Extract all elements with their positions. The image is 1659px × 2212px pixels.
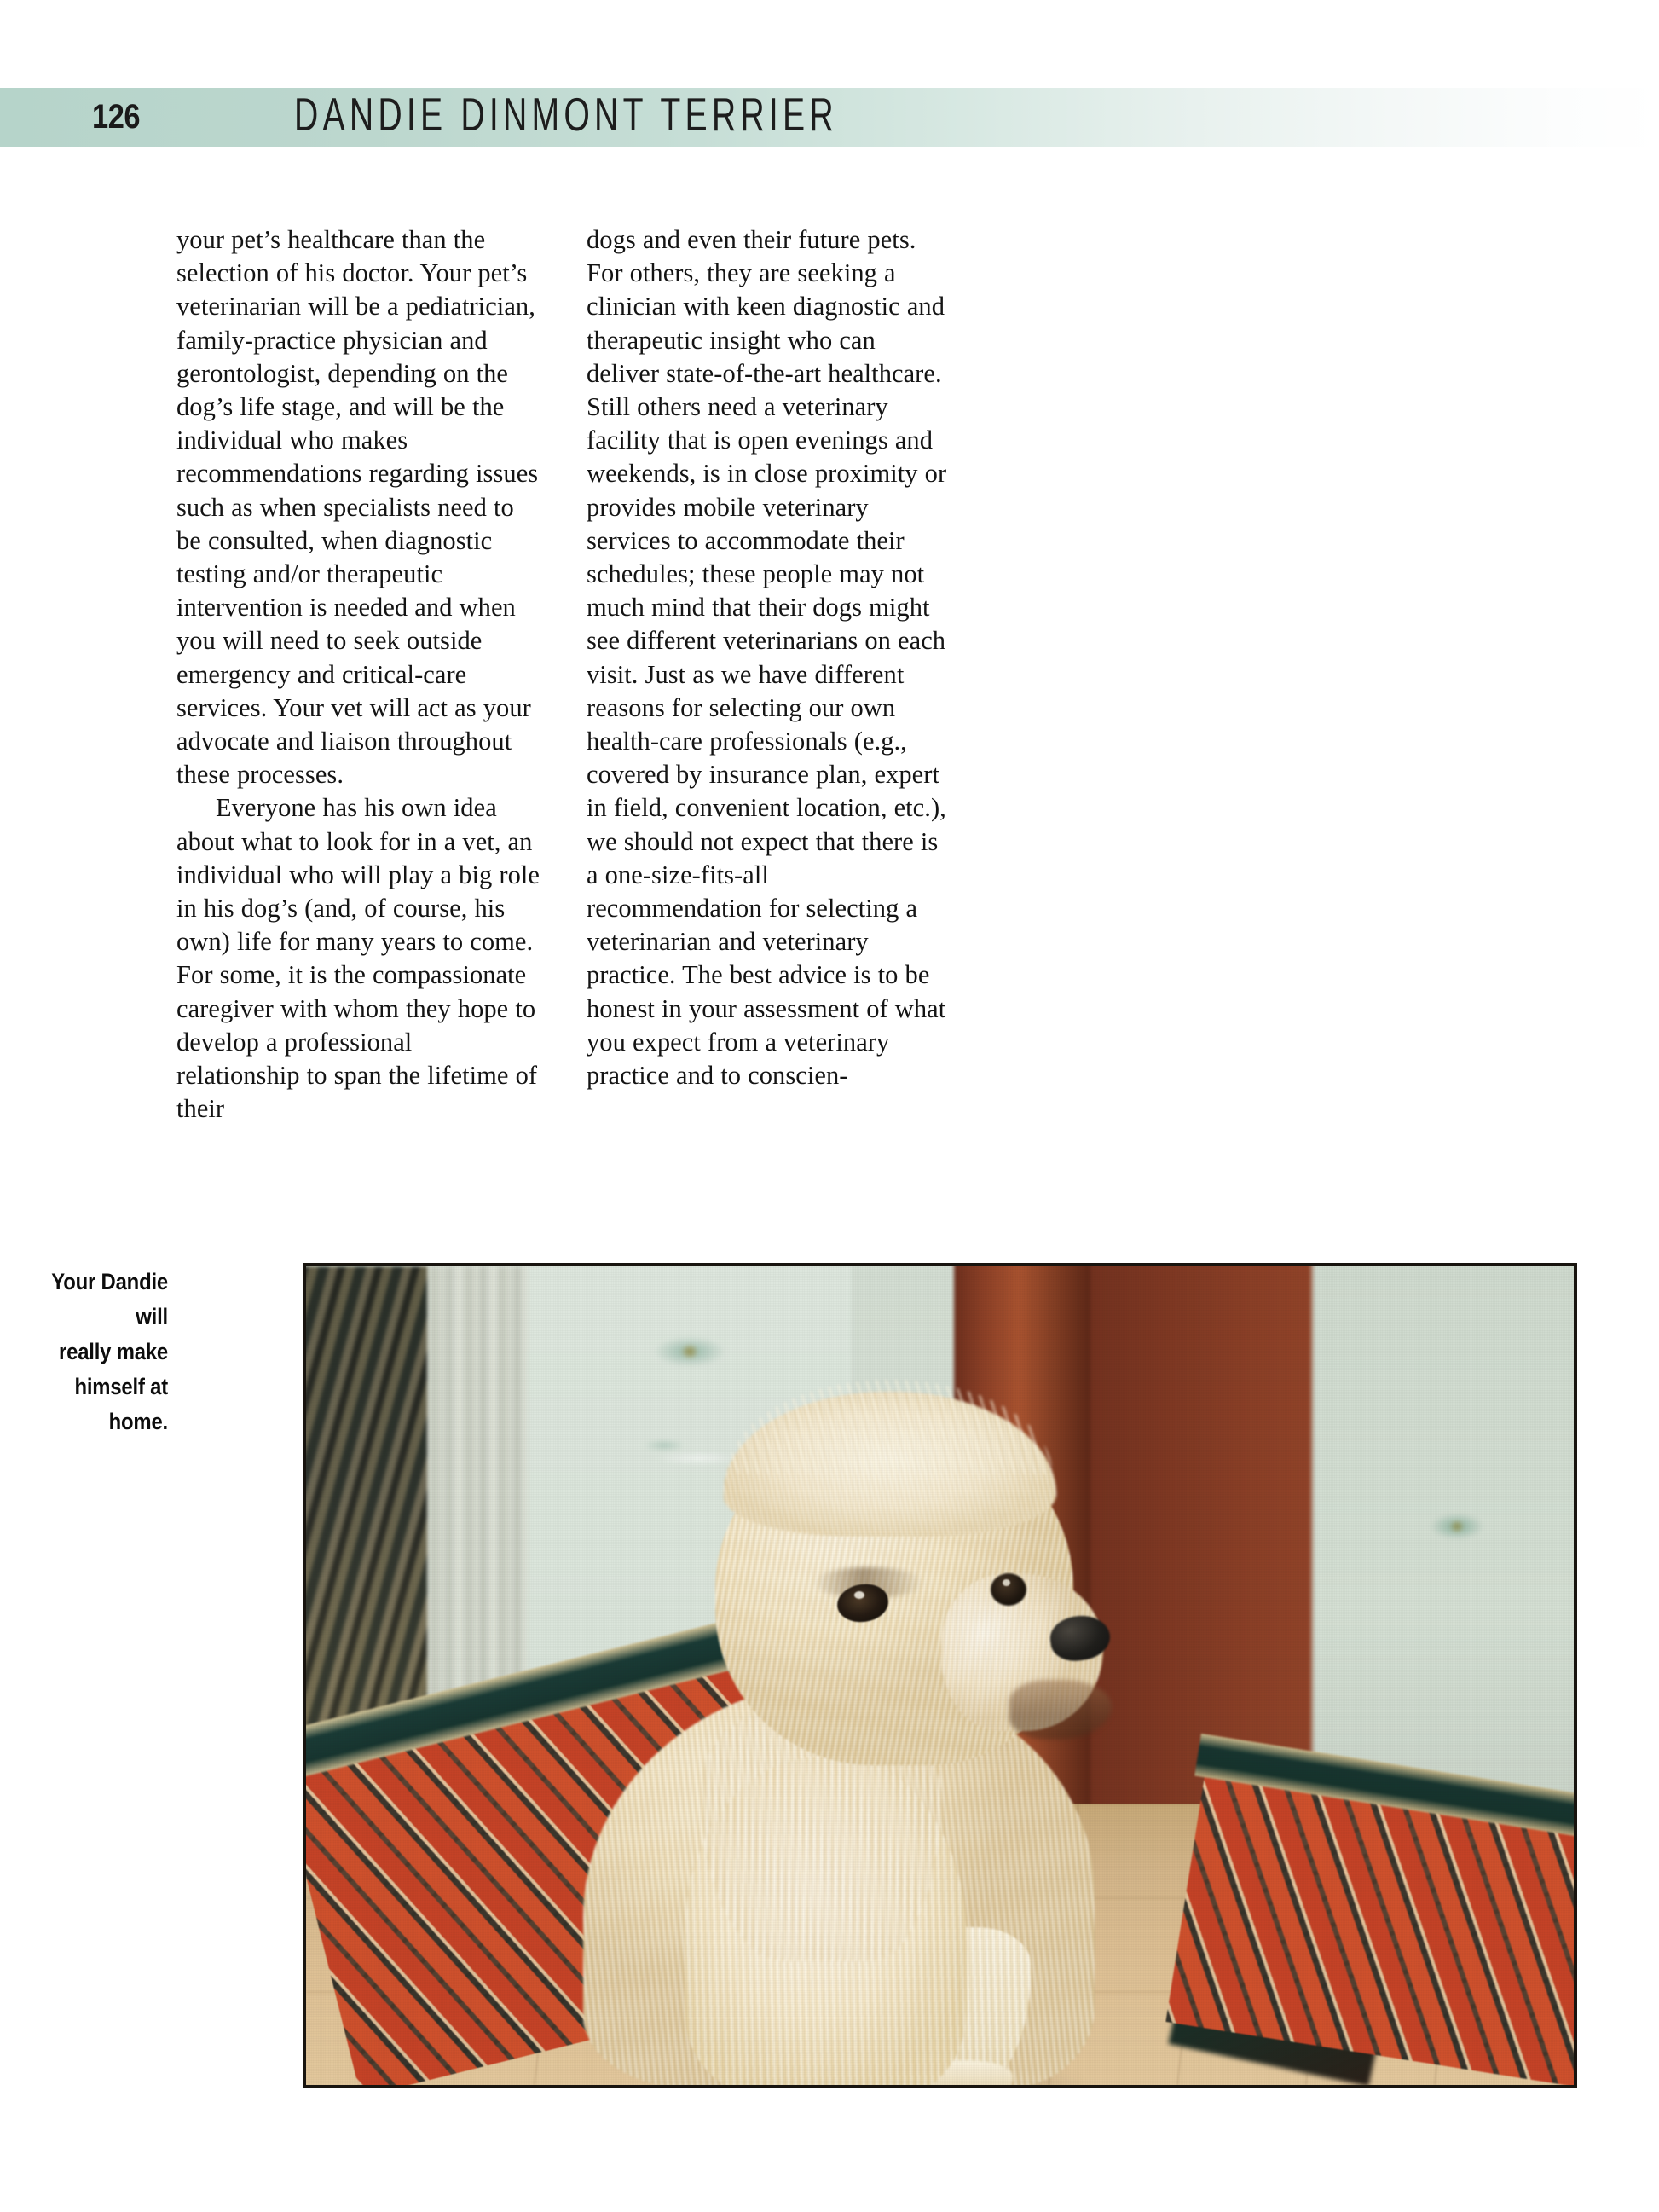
caption-line: Your Dandie will xyxy=(51,1269,168,1329)
text-column-right xyxy=(587,223,950,1092)
paragraph: dogs and even their future pets. For others, they are seeking a clinician with keen diagnostic and therapeutic insight who can deliver state-of-the-art healthcare. Still others need a veterinary facility that is open evenings and weekends, is in close proximity or provides mobile veterinary services to accommodate their schedules; these people may not much mind that their dogs might see different veterinarians on each visit. Just as we have different reasons for selecting our own health-care professionals (e.g., covered by insurance plan, expert in field, convenient location, etc.), we should not expect that there is a one-size-fits-all recommendation for selecting a veterinarian and veterinary practice. The best advice is to be honest in your assessment of what you expect from a veterinary practice and to conscien- xyxy=(587,225,947,1091)
photo-right-wall-motif xyxy=(1406,1488,1508,1565)
photo-content xyxy=(306,1266,1574,2085)
running-head-title: DANDIE DINMONT TERRIER xyxy=(294,89,838,142)
paragraph: your pet’s healthcare than the selection of his doctor. Your pet’s veterinarian will be a pediatrician, family-practice physician and gerontologist, depending on the dog’s life stage, and will be the individual who makes recommendations regarding issues such as when specialists need to be consulted, when diagnostic testing and/or therapeutic intervention is needed and when you will need to seek outside emergency and critical-care services. Your vet will act as your advocate and liaison throughout these processes. xyxy=(176,225,539,790)
paragraph: Everyone has his own idea about what to look for in a vet, an individual who will play a big role in his dog’s (and, of course, his own) life for many years to come. For some, it is the compassionate caregiver with whom they hope to develop a professional relationship to span the lifetime of their xyxy=(176,793,540,1124)
dog-eye-right xyxy=(991,1573,1026,1606)
dog-eye-right-highlight xyxy=(1003,1579,1010,1586)
photo-dog xyxy=(532,1424,1129,2085)
text-column-left xyxy=(176,223,540,1126)
figure-caption xyxy=(32,1265,168,1439)
dog-photograph xyxy=(303,1263,1577,2088)
dog-mouth xyxy=(1009,1680,1112,1740)
caption-line: really make xyxy=(59,1339,168,1364)
caption-line: himself at home. xyxy=(74,1374,168,1434)
page-number: 126 xyxy=(92,98,141,136)
dog-eye-left-highlight xyxy=(854,1591,864,1599)
